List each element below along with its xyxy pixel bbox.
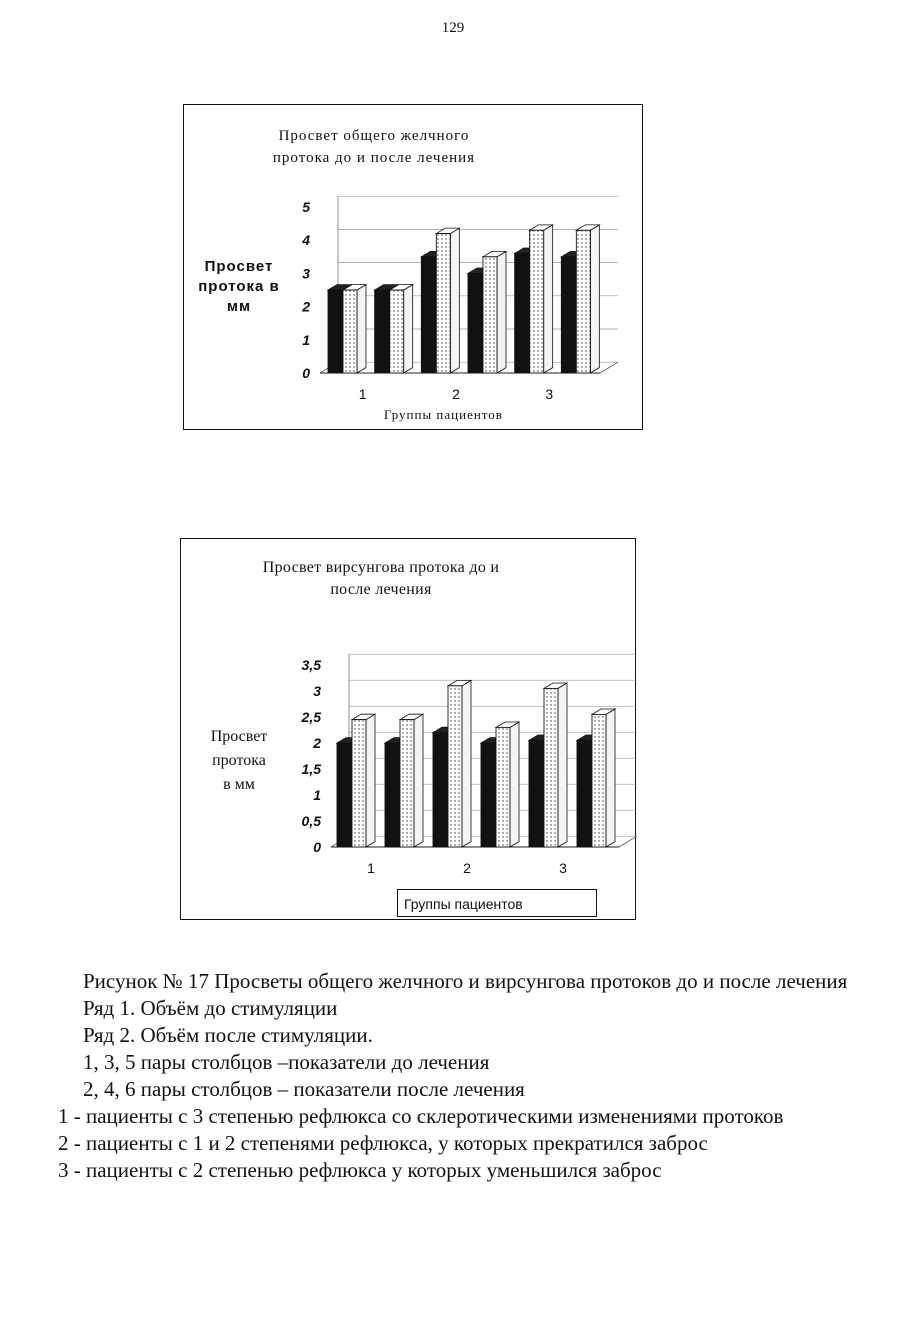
bar-after-treatment	[448, 686, 462, 847]
y-tick-label: 1,5	[301, 761, 321, 777]
x-tick-label: 3	[545, 386, 554, 402]
bar-side	[497, 251, 506, 373]
caption-group-2: 2 - пациенты с 1 и 2 степенями рефлюкса, у которых прекратился заброс	[58, 1131, 708, 1155]
x-tick-label: 2	[463, 860, 471, 876]
bar-side	[414, 714, 423, 847]
bile-duct-chart	[183, 104, 643, 430]
bar-after-treatment	[352, 720, 366, 847]
bar-after-treatment	[576, 230, 590, 373]
x-tick-label: 1	[358, 386, 367, 402]
wirsung-duct-chart	[180, 538, 636, 920]
x-tick-label: 2	[452, 386, 460, 402]
y-tick-label: 1	[302, 331, 310, 348]
y-tick-label: 0,5	[301, 813, 321, 829]
bar-after-treatment	[343, 290, 357, 373]
bar-plot	[181, 539, 635, 919]
bar-before-treatment	[385, 743, 399, 847]
y-tick-label: 3	[313, 683, 321, 699]
bar-side	[462, 680, 471, 847]
bar-before-treatment	[433, 733, 447, 847]
chart-title-line-2: после лечения	[330, 581, 432, 598]
bar-side	[510, 722, 519, 847]
bar-side	[404, 285, 413, 373]
y-axis-label-line-2: протока	[212, 752, 266, 769]
caption-series-2: Ряд 2. Объём после стимуляции.	[83, 1023, 373, 1047]
chart-title-line-2: протока до и после лечения	[272, 150, 476, 166]
bar-before-treatment	[421, 257, 435, 373]
y-axis-label-line-1: Просвет	[210, 728, 268, 745]
y-tick-label: 3,5	[301, 657, 321, 673]
y-tick-label: 2	[302, 298, 310, 315]
y-tick-label: 0	[302, 365, 310, 381]
bar-before-treatment	[481, 743, 495, 847]
caption-group-1: 1 - пациенты с 3 степенью рефлюкса со склеротическими изменениями протоков	[58, 1104, 784, 1128]
bar-side	[357, 285, 366, 373]
bar-side	[366, 714, 375, 847]
bar-before-treatment	[561, 257, 575, 373]
y-tick-label: 0	[313, 839, 321, 855]
bar-after-treatment	[436, 234, 450, 373]
y-tick-label: 5	[302, 199, 310, 215]
floor-right	[619, 836, 637, 847]
caption-pairs-before: 1, 3, 5 пары столбцов –показатели до лечения	[83, 1050, 490, 1074]
bar-after-treatment	[592, 714, 606, 847]
y-axis-label-line-1: Просвет	[204, 258, 274, 275]
figure-caption	[28, 968, 878, 1184]
page-number: 129	[441, 20, 465, 36]
bar-after-treatment	[400, 720, 414, 847]
caption-group-3: 3 - пациенты с 2 степенью рефлюкса у которых уменьшился заброс	[58, 1158, 662, 1182]
bar-side	[558, 683, 567, 847]
bar-after-treatment	[530, 230, 544, 373]
x-tick-label: 1	[367, 860, 375, 876]
caption-title: Рисунок № 17 Просветы общего желчного и вирсунгова протоков до и после лечения	[83, 969, 848, 993]
x-tick-label: 3	[559, 860, 567, 876]
bar-after-treatment	[496, 727, 510, 847]
bar-before-treatment	[468, 273, 482, 373]
y-tick-label: 2	[313, 735, 321, 751]
bar-side	[590, 225, 599, 373]
y-axis-label-line-2: протока в	[198, 278, 280, 295]
y-tick-label: 3	[302, 265, 310, 282]
chart-title-line-1: Просвет общего желчного	[278, 128, 470, 144]
caption-pairs-after: 2, 4, 6 пары столбцов – показатели после лечения	[83, 1077, 525, 1101]
bar-before-treatment	[577, 740, 591, 847]
y-tick-label: 4	[302, 232, 310, 249]
bar-before-treatment	[328, 290, 342, 373]
bar-after-treatment	[483, 257, 497, 373]
bar-before-treatment	[529, 740, 543, 847]
bar-before-treatment	[375, 290, 389, 373]
caption-series-1: Ряд 1. Объём до стимуляции	[83, 996, 338, 1020]
x-axis-label: Группы пациентов	[384, 407, 503, 422]
y-axis-label-line-3: мм	[226, 298, 252, 315]
bar-side	[606, 709, 615, 847]
bar-before-treatment	[337, 743, 351, 847]
y-tick-label: 1	[313, 787, 321, 803]
y-tick-label: 2,5	[301, 709, 321, 725]
bar-side	[450, 228, 459, 373]
bar-plot	[184, 105, 642, 429]
floor-right	[600, 362, 618, 373]
chart-title-line-1: Просвет вирсунгова протока до и	[262, 559, 500, 576]
bar-after-treatment	[544, 688, 558, 847]
x-axis-label: Группы пациентов	[397, 889, 597, 917]
bar-side	[544, 225, 553, 373]
bar-after-treatment	[390, 290, 404, 373]
y-axis-label-line-3: в мм	[223, 776, 255, 793]
bar-before-treatment	[515, 253, 529, 373]
